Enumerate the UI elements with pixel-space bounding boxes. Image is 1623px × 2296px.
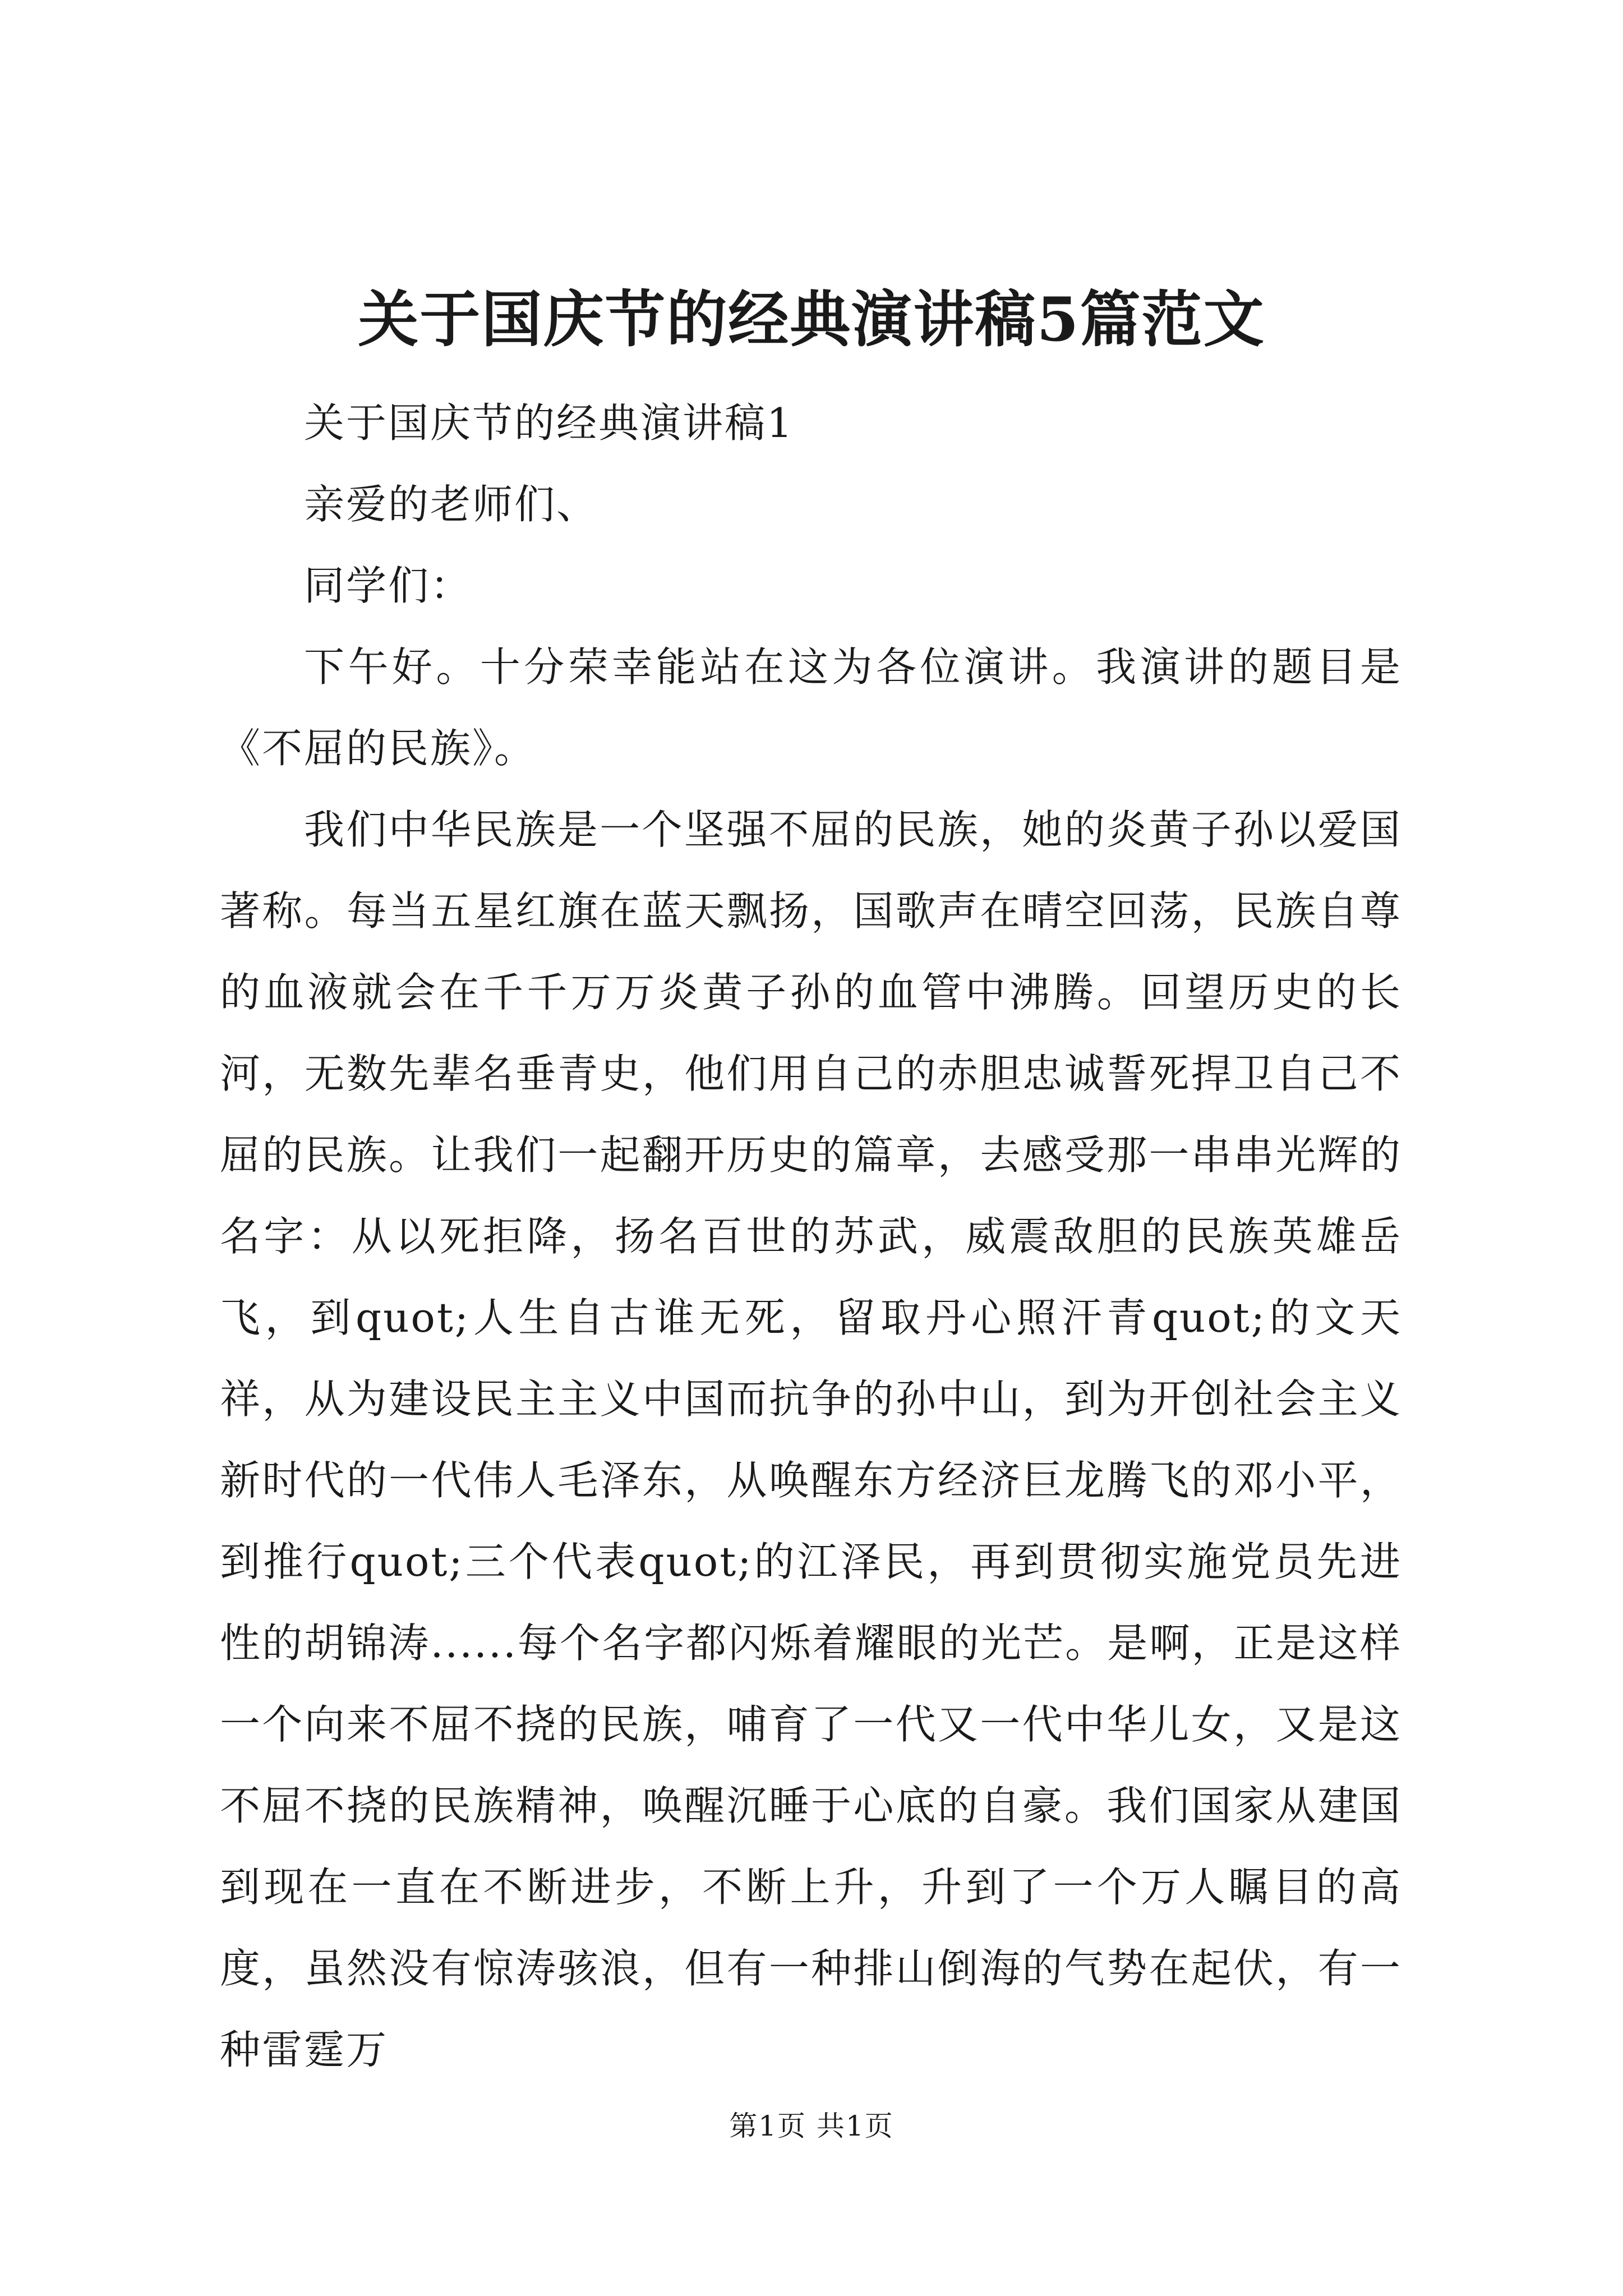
paragraph-heading: 关于国庆节的经典演讲稿1 — [304, 399, 794, 447]
paragraph-greeting-students: 同学们： — [304, 562, 473, 609]
document-title: 关于国庆节的经典演讲稿5篇范文 — [358, 284, 1265, 355]
document-body — [220, 383, 1402, 2091]
page-footer: 第1页 共1页 — [729, 2110, 894, 2142]
paragraph-intro: 下午好。十分荣幸能站在这为各位演讲。我演讲的题目是《不屈的民族》。 — [220, 643, 1402, 772]
paragraph-main: 我们中华民族是一个坚强不屈的民族，她的炎黄子孙以爱国著称。每当五星红旗在蓝天飘扬，国歌声在晴空回荡，民族自尊的血液就会在千千万万炎黄子孙的血管中沸腾。回望历史的长河，无数先辈名垂青史，他们用自己的赤胆忠诚誓死捍卫自己不屈的民族。让我们一起翻开历史的篇章，去感受那一串串光辉的名字：从以死拒降，扬名百世的苏武，威震敌胆的民族英雄岳飞，到quot;人生自古谁无死，留取丹心照汗青quot;的文天祥，从为建设民主主义中国而抗争的孙中山，到为开创社会主义新时代的一代伟人毛泽东，从唤醒东方经济巨龙腾飞的邓小平，到推行quot;三个代表quot;的江泽民，再到贯彻实施党员先进性的胡锦涛......每个名字都闪烁着耀眼的光芒。是啊，正是这样一个向来不屈不挠的民族，哺育了一代又一代中华儿女，又是这不屈不挠的民族精神，唤醒沉睡于心底的自豪。我们国家从建国到现在一直在不断进步，不断上升，升到了一个万人瞩目的高度，虽然没有惊涛骇浪，但有一种排山倒海的气势在起伏，有一种雷霆万 — [220, 806, 1402, 2073]
paragraph-greeting-teachers: 亲爱的老师们、 — [304, 481, 599, 528]
